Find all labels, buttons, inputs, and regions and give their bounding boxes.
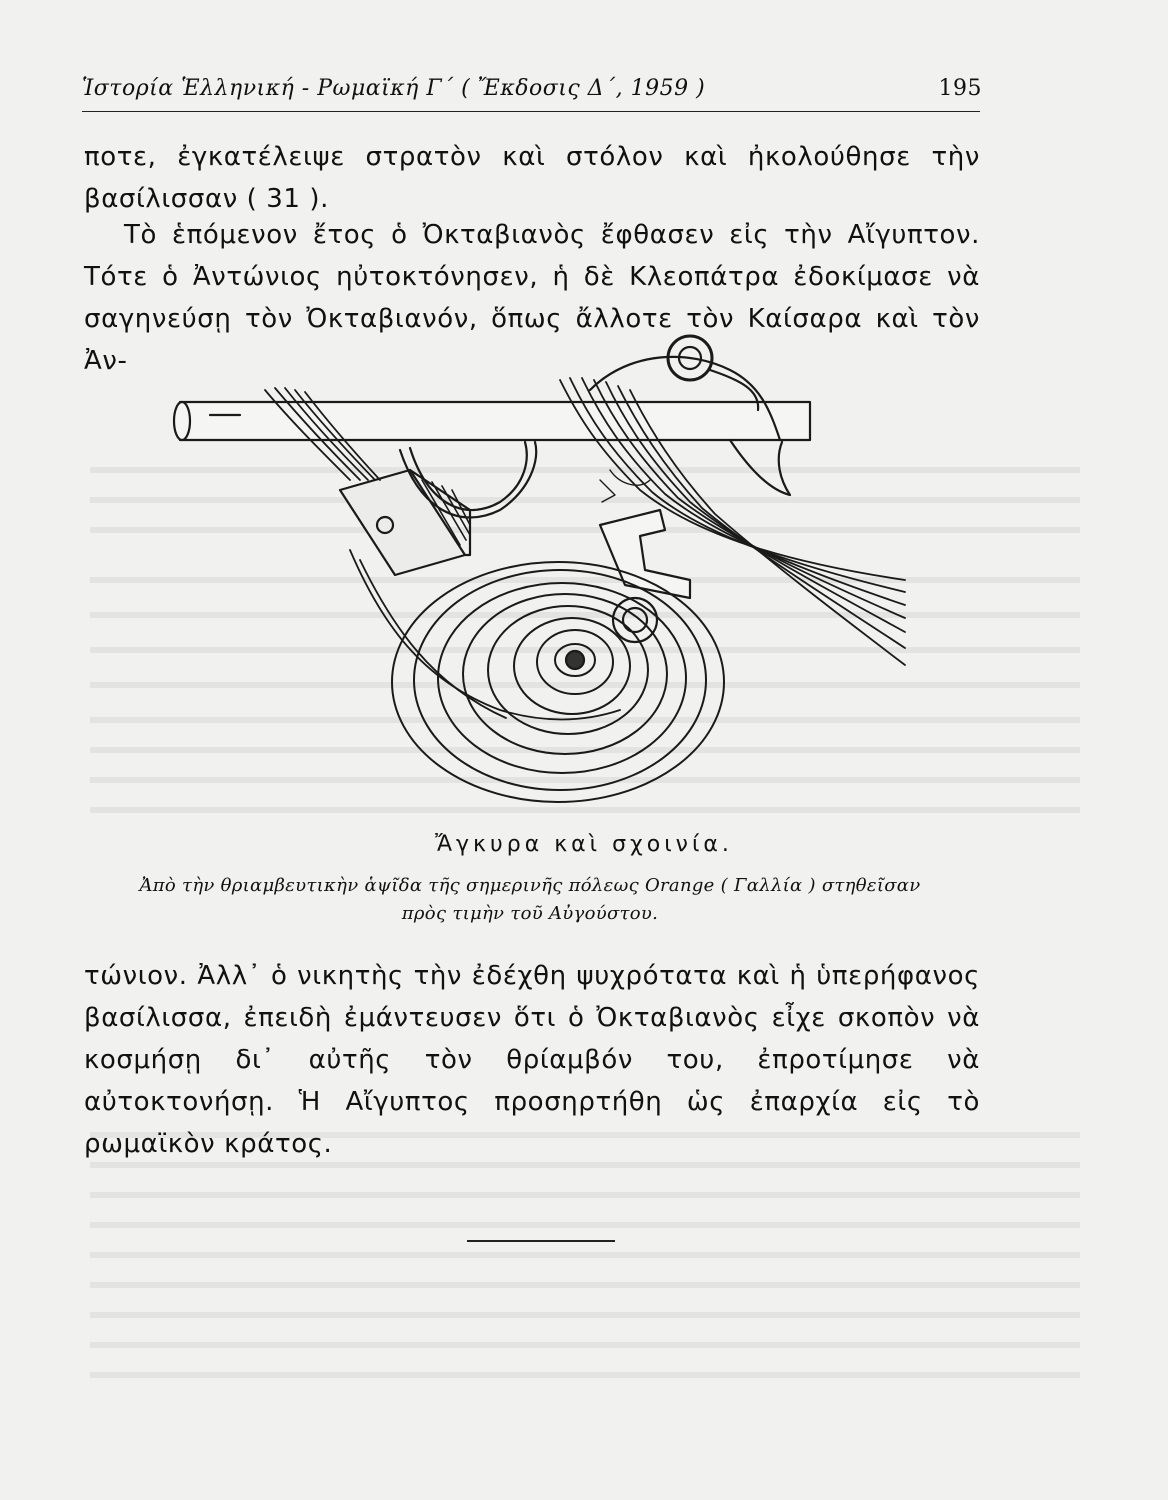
paragraph-3: τώνιον. Ἀλλ᾽ ὁ νικητὴς τὴν ἐδέχθη ψυχρότατα καὶ ἡ ὑπερήφανος βασίλισσα, ἐπειδὴ ἐμάντευσεν ὅτι ὁ Ὀκταβιανὸς εἶχε σκοπὸν νὰ κοσμήσῃ δι᾽ αὐτῆς τὸν θρίαμβόν του, ἐπροτίμησε νὰ αὐτοκτονήσῃ. Ἡ Αἴγυπτος προσηρτήθη ὡς ἐπαρχία εἰς τὸ ρωμαϊκὸν κράτος. [84, 961, 980, 1159]
figure-caption-line-1: Ἀπὸ τὴν θριαμβευτικὴν ἁψῖδα τῆς σημερινῆς πόλεως Orange ( Γαλλία ) στηθεῖσαν [139, 875, 921, 896]
header-title: Ἱστορία Ἑλληνική - Ρωμαϊκή Γ΄ ( Ἔκδοσις Δ΄, 1959 ) [82, 76, 706, 101]
figure-caption [80, 872, 980, 928]
page-number: 195 [938, 76, 982, 101]
figure-caption-title: Ἄγκυρα καὶ σχοινία. [435, 832, 733, 857]
header-rule [82, 111, 980, 112]
running-header [82, 70, 982, 110]
paragraph-2: Τὸ ἑπόμενον ἔτος ὁ Ὀκταβιανὸς ἔφθασεν εἰς τὴν Αἴγυπτον. Τότε ὁ Ἀντώνιος ηὐτοκτόνησεν, ἡ δὲ Κλεοπάτρα ἐδοκίμασε νὰ σαγηνεύσῃ τὸν Ὀκταβιανόν, ὅπως ἄλλοτε τὸν Καίσαρα καὶ τὸν Ἀν- [84, 220, 980, 376]
figure-caption-line-2: πρὸς τιμὴν τοῦ Αὐγούστου. [401, 903, 659, 924]
paragraph-1: ποτε, ἐγκατέλειψε στρατὸν καὶ στόλον καὶ ἠκολούθησε τὴν βασίλισσαν ( 31 ). [84, 142, 980, 214]
section-end-rule [467, 1240, 615, 1242]
anchor-and-ropes-illustration [170, 330, 910, 810]
